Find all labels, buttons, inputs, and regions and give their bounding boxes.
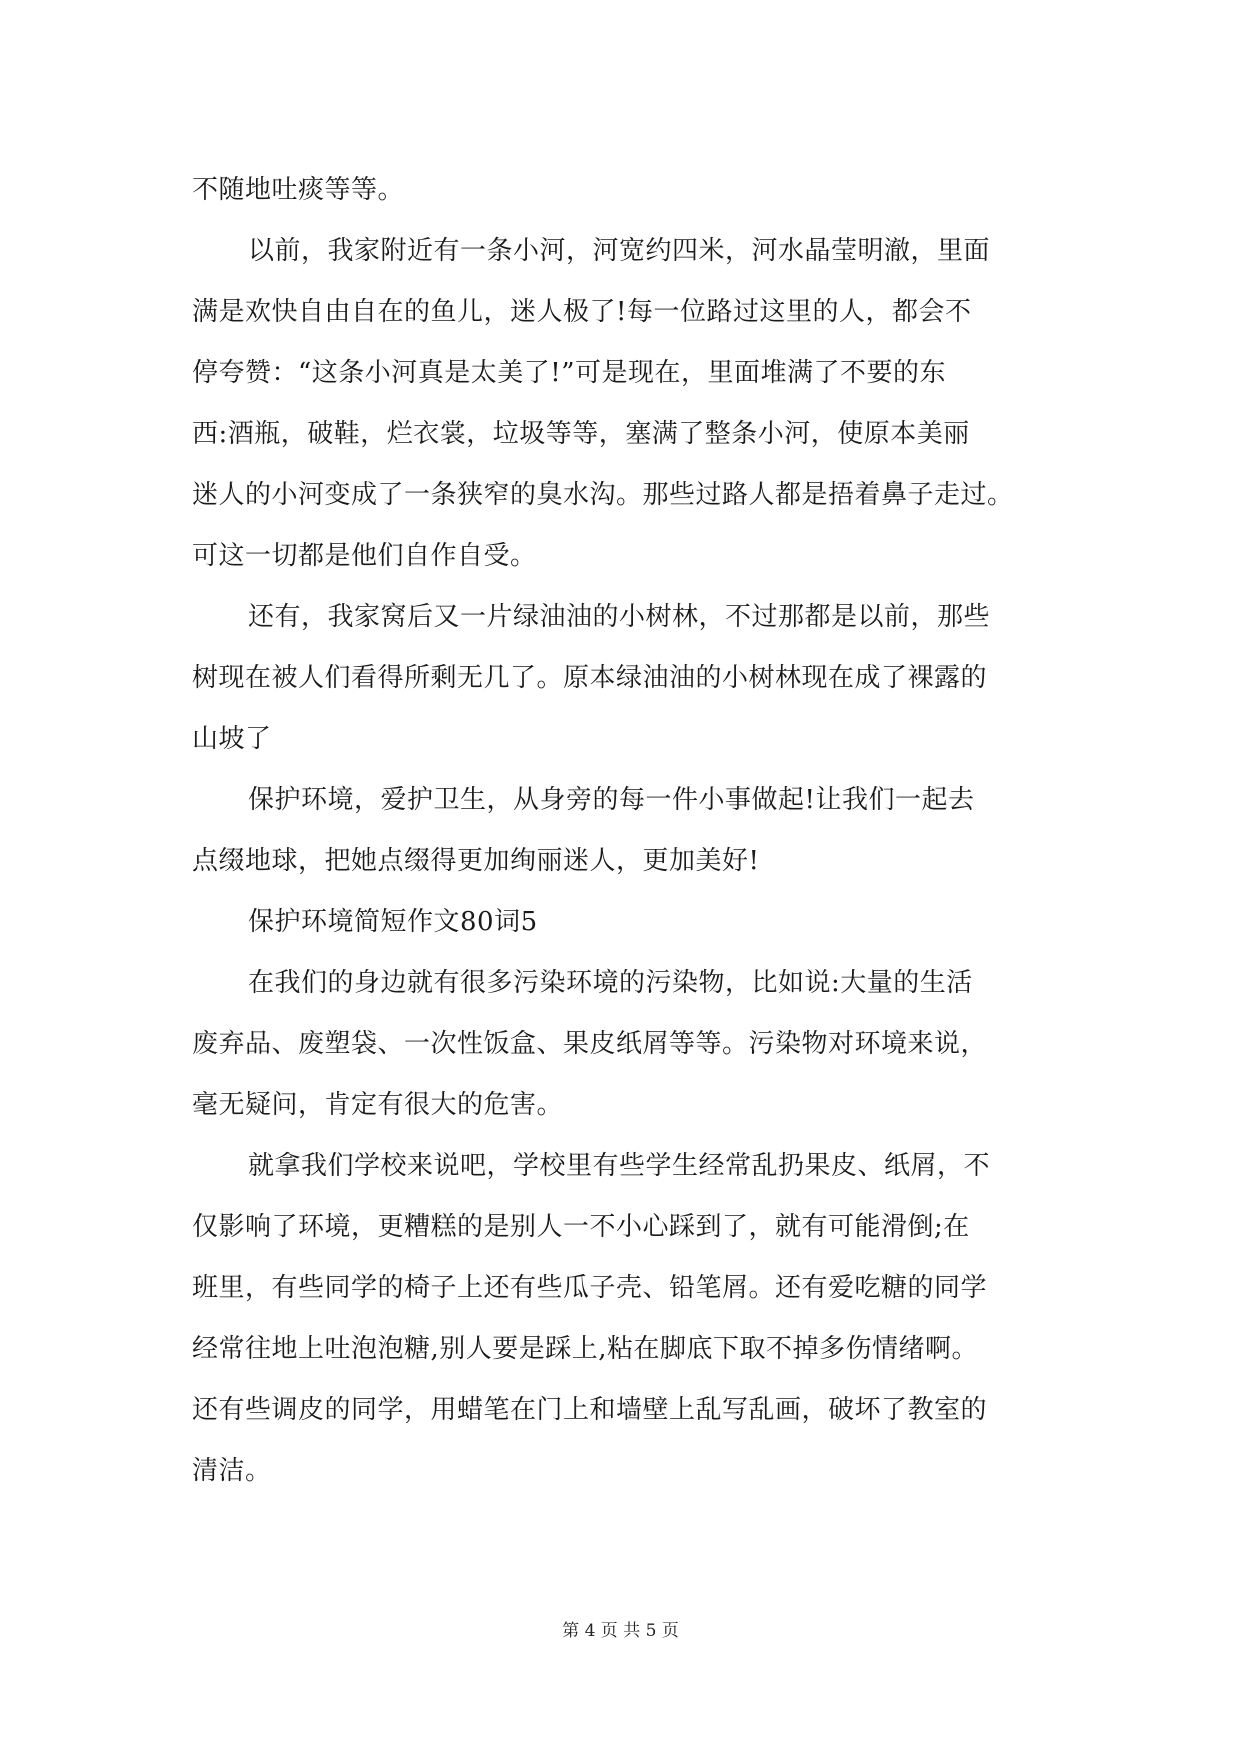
text-line: 废弃品、废塑袋、一次性饭盒、果皮纸屑等等。污染物对环境来说， xyxy=(192,1029,988,1059)
text-line: 清洁。 xyxy=(192,1456,272,1486)
paragraph-start-line: 还有，我家窝后又一片绿油油的小树林，不过那都是以前，那些 xyxy=(248,602,991,632)
text-line: 西:酒瓶，破鞋，烂衣裳，垃圾等等，塞满了整条小河，使原本美丽 xyxy=(192,419,970,449)
text-line: 可这一切都是他们自作自受。 xyxy=(192,541,537,571)
text-line: 还有些调皮的同学，用蜡笔在门上和墙壁上乱写乱画，破坏了教室的 xyxy=(192,1395,988,1425)
page-number-footer: 第 4 页 共 5 页 xyxy=(562,1621,679,1641)
document-body xyxy=(192,160,1060,1502)
text-line: 迷人的小河变成了一条狭窄的臭水沟。那些过路人都是捂着鼻子走过。 xyxy=(192,480,1014,510)
text-line: 班里，有些同学的椅子上还有些瓜子壳、铅笔屑。还有爱吃糖的同学 xyxy=(192,1273,988,1303)
text-line: 仅影响了环境，更糟糕的是别人一不小心踩到了，就有可能滑倒;在 xyxy=(192,1212,970,1242)
paragraph-start-line: 以前，我家附近有一条小河，河宽约四米，河水晶莹明澈，里面 xyxy=(248,236,991,266)
paragraph-start-line: 就拿我们学校来说吧，学校里有些学生经常乱扔果皮、纸屑，不 xyxy=(248,1151,991,1181)
text-line: 毫无疑问，肯定有很大的危害。 xyxy=(192,1090,564,1120)
text-line: 停夸赞：“这条小河真是太美了!”可是现在，里面堆满了不要的东 xyxy=(192,358,947,388)
text-line: 经常往地上吐泡泡糖,别人要是踩上,粘在脚底下取不掉多伤情绪啊。 xyxy=(192,1334,979,1364)
text-line: 满是欢快自由自在的鱼儿，迷人极了!每一位路过这里的人，都会不 xyxy=(192,297,972,327)
text-line: 不随地吐痰等等。 xyxy=(192,175,405,205)
text-line: 点缀地球，把她点缀得更加绚丽迷人，更加美好! xyxy=(192,846,760,876)
text-line: 山坡了 xyxy=(192,724,272,754)
paragraph-start-line: 在我们的身边就有很多污染环境的污染物，比如说:大量的生活 xyxy=(248,968,973,998)
paragraph-start-line: 保护环境，爱护卫生，从身旁的每一件小事做起!让我们一起去 xyxy=(248,785,975,815)
text-line: 树现在被人们看得所剩无几了。原本绿油油的小树林现在成了裸露的 xyxy=(192,663,988,693)
section-heading: 保护环境简短作文80词5 xyxy=(248,907,538,937)
